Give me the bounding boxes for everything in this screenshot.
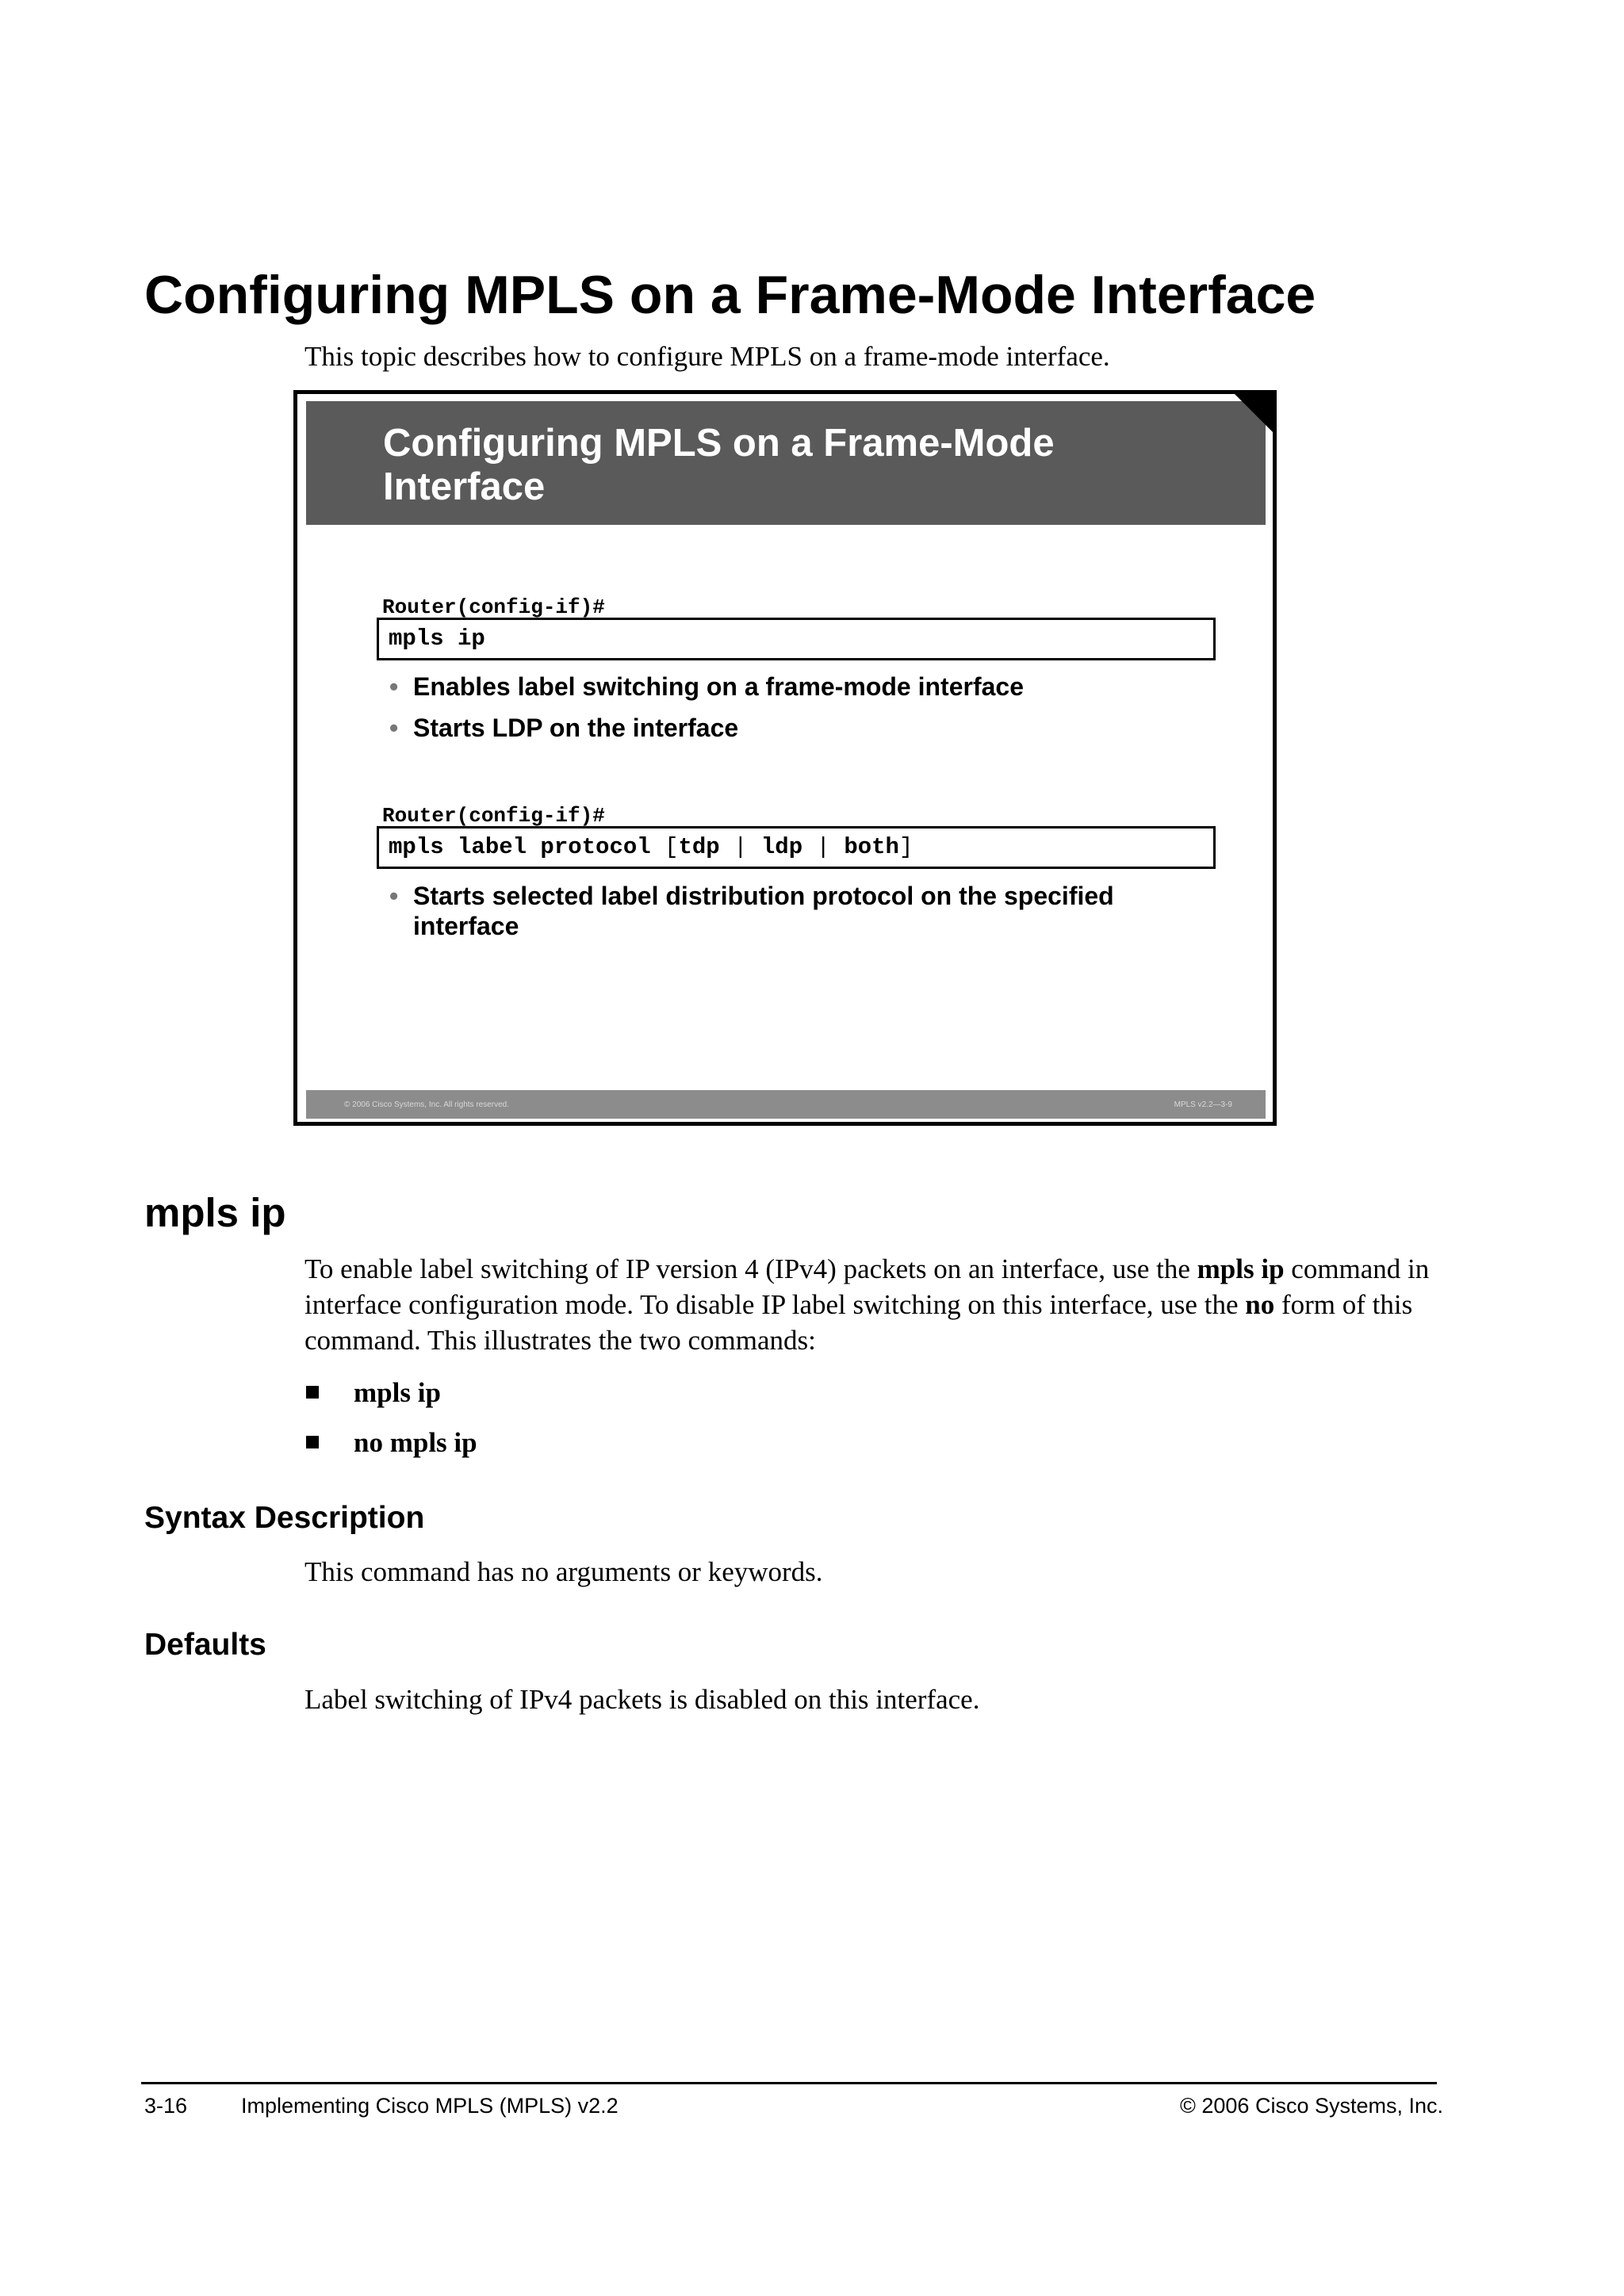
option-both: both xyxy=(844,834,899,860)
page-number: 3-16 xyxy=(144,2094,188,2118)
defaults-text: Label switching of IPv4 packets is disabled on this interface. xyxy=(304,1684,980,1715)
intro-text: This topic describes how to configure MPLS on a frame-mode interface. xyxy=(304,341,1110,372)
cli-prompt-2: Router(config-if)# xyxy=(382,804,605,828)
list-item: • Starts selected label distribution protocol on the specified interface xyxy=(389,882,1114,940)
command-box-mpls-label-protocol xyxy=(377,826,1216,869)
separator: | xyxy=(719,834,761,860)
separator: | xyxy=(802,834,845,860)
command-text: mpls ip xyxy=(389,626,485,652)
option-ldp: ldp xyxy=(760,834,803,860)
close-bracket: ] xyxy=(898,834,914,860)
section-heading-mpls-ip: mpls ip xyxy=(144,1190,286,1235)
option-tdp: tdp xyxy=(678,834,720,860)
bullet-list-2 xyxy=(389,881,1198,952)
list-item: • Enables label switching on a frame-mode interface xyxy=(389,672,1024,701)
bullet-list-1 xyxy=(389,672,1198,754)
slide-title: Configuring MPLS on a Frame-Mode Interface xyxy=(383,422,1055,508)
cli-prompt-1: Router(config-if)# xyxy=(382,595,605,619)
mpls-ip-paragraph: To enable label switching of IP version 4 (IPv4) packets on an interface, use the mpls ip command in interface configuration mode. To disable IP label switching on this interface, use the no form of this command. This illustrates the two commands: xyxy=(304,1253,1430,1356)
page-title: Configuring MPLS on a Frame-Mode Interface xyxy=(144,265,1316,325)
list-item: mpls ip xyxy=(304,1376,477,1410)
slide-header xyxy=(306,401,1266,525)
defaults-heading: Defaults xyxy=(144,1628,266,1662)
list-item: no mpls ip xyxy=(304,1425,477,1460)
bullet-dot-icon: • xyxy=(389,714,399,742)
list-item: • Starts LDP on the interface xyxy=(389,714,739,742)
footer-divider xyxy=(141,2082,1437,2084)
syntax-description-heading: Syntax Description xyxy=(144,1501,425,1535)
course-title: Implementing Cisco MPLS (MPLS) v2.2 xyxy=(241,2094,619,2118)
square-bullet-icon xyxy=(306,1436,319,1448)
syntax-description-text: This command has no arguments or keywords. xyxy=(304,1556,823,1587)
footer-copyright: © 2006 Cisco Systems, Inc. xyxy=(1179,2094,1443,2118)
command-box-mpls-ip xyxy=(377,618,1216,660)
bullet-dot-icon: • xyxy=(389,672,399,701)
slide-number: MPLS v2.2—3-9 xyxy=(1174,1100,1232,1109)
slide-corner-mark xyxy=(1235,394,1273,432)
bullet-dot-icon: • xyxy=(389,882,399,910)
slide-figure xyxy=(293,390,1277,1126)
slide-copyright: © 2006 Cisco Systems, Inc. All rights reserved. xyxy=(344,1100,510,1109)
slide-footer xyxy=(306,1090,1266,1119)
command-text: mpls label protocol xyxy=(389,834,665,860)
command-list xyxy=(304,1376,477,1475)
square-bullet-icon xyxy=(306,1386,319,1399)
open-bracket: [ xyxy=(665,834,679,860)
